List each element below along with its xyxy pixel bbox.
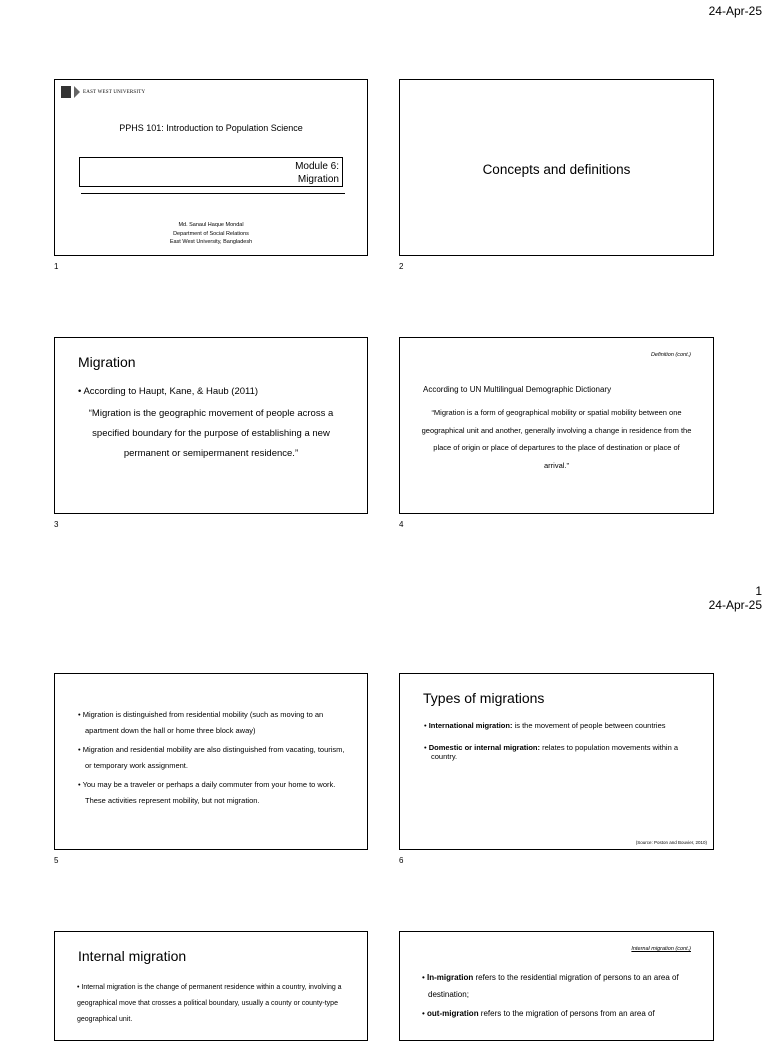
bullet-list: [422, 969, 691, 1024]
module-line-2: Migration: [297, 174, 339, 185]
bullet-text: • Internal migration is the change of permanent residence within a country, involving a geographical move that crosses a political boundary, usually a county or county-type geographical unit.: [77, 984, 342, 1023]
slide-title: Concepts and definitions: [482, 162, 631, 177]
divider: [81, 193, 345, 194]
logo-arrow-icon: [74, 86, 80, 98]
list-item: • In-migration refers to the residential migration of persons to an area of destination;: [422, 973, 679, 999]
slide-number: 5: [54, 856, 59, 865]
term: out-migration: [427, 1009, 479, 1018]
definition: is the movement of people between countries: [512, 721, 666, 730]
department: Department of Social Relations: [173, 230, 249, 237]
slide-tag: Internal migration (cont.): [631, 946, 691, 952]
definition: relates to population movements within a country.: [431, 743, 678, 761]
quote-text: “Migration is a form of geographical mobility or spatial mobility between one geographical unit and another, generally involving a change in residence from the place of origin or place of departures to the place of destination or place of arrival.”: [421, 408, 692, 470]
list-item: • Migration is distinguished from residential mobility (such as moving to an apartment down the hall or home three block away): [78, 710, 324, 735]
slide-number: 2: [399, 262, 404, 271]
slide-number: 3: [54, 520, 59, 529]
slide-6: [399, 673, 714, 850]
slide-8: [399, 931, 714, 1041]
bullet-text: • According to Haupt, Kane, & Haub (2011): [78, 386, 259, 397]
definition: refers to the migration of persons from an area of: [478, 1009, 655, 1018]
slide-5: [54, 673, 368, 850]
slide-2: [399, 79, 714, 256]
course-title: PPHS 101: Introduction to Population Science: [119, 123, 303, 133]
module-box: [79, 157, 343, 187]
university-logo: [61, 86, 145, 98]
author-name: Md. Sanaul Haque Mondal: [178, 222, 244, 228]
slide-title: Migration: [78, 354, 136, 370]
list-item: • Domestic or internal migration: relates to population movements within a country.: [424, 743, 678, 761]
logo-text: EAST WEST UNIVERSITY: [83, 89, 146, 95]
page-number: 1: [755, 584, 762, 598]
page-date: 24-Apr-25: [708, 4, 762, 18]
slide-title: Internal migration: [78, 948, 187, 964]
list-item: • out-migration refers to the migration of persons from an area of: [422, 1009, 655, 1018]
slide-title: Types of migrations: [423, 690, 545, 706]
definition: refers to the residential migration of persons to an area of destination;: [428, 973, 679, 999]
logo-mark-icon: [61, 86, 71, 98]
term: International migration:: [428, 721, 513, 730]
slide-3: [54, 337, 368, 514]
bullet-list: [77, 707, 345, 812]
slide-heading: According to UN Multilingual Demographic Dictionary: [423, 385, 612, 394]
slide-tag: Definition (cont.): [650, 352, 691, 358]
slide-number: 4: [399, 520, 404, 529]
author-block: [55, 221, 367, 247]
slide-number: 6: [399, 856, 404, 865]
slide-1-title: [54, 79, 368, 256]
source-note: (Source: Poston and Bouvier, 2010): [635, 840, 707, 845]
term: In-migration: [427, 973, 474, 982]
university: East West University, Bangladesh: [169, 239, 253, 245]
slide-number: 1: [54, 262, 59, 271]
quote-text: “Migration is the geographic movement of people across a specified boundary for the purpose of establishing a new permanent or semipermanent residence.”: [88, 408, 334, 459]
term: Domestic or internal migration:: [428, 743, 540, 752]
list-item: • Migration and residential mobility are also distinguished from vacating, tourism, or temporary work assignment.: [78, 745, 345, 770]
slide-4: [399, 337, 714, 514]
bullet-list: [423, 721, 691, 774]
page-date: 24-Apr-25: [708, 598, 762, 612]
list-item: • You may be a traveler or perhaps a daily commuter from your home to work. These activities represent mobility, but not migration.: [78, 780, 336, 805]
module-line-1: Module 6:: [295, 161, 339, 172]
slide-7: [54, 931, 368, 1041]
list-item: • International migration: is the movement of people between countries: [424, 721, 666, 730]
